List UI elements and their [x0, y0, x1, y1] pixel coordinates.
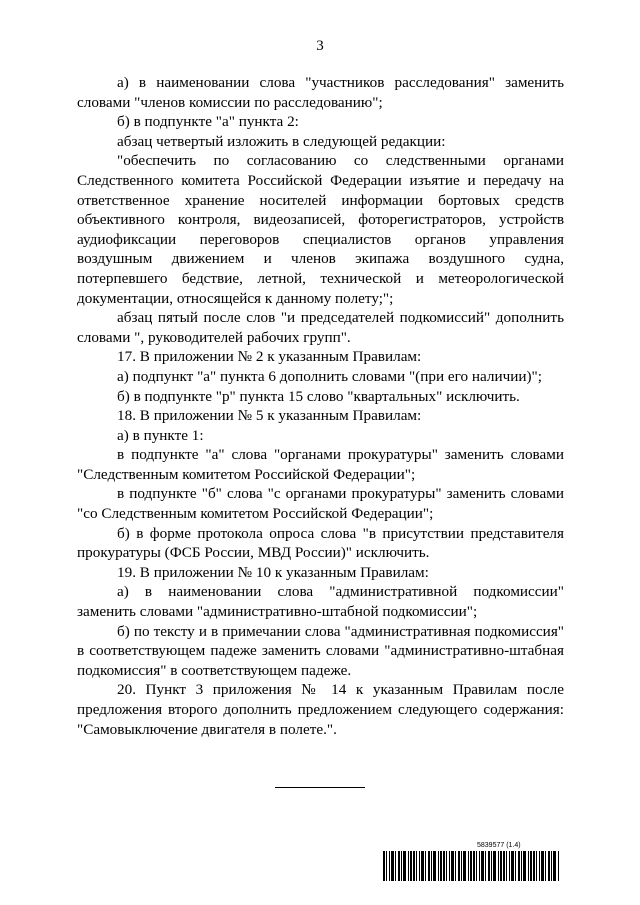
paragraph: а) в наименовании слова "административной подкомиссии" заменить словами "административно-штабной подкомиссии";	[77, 583, 564, 621]
paragraph: б) в подпункте "р" пункта 15 слово "квартальных" исключить.	[117, 387, 520, 405]
paragraph: в подпункте "б" слова "с органами прокуратуры" заменить словами "со Следственным комитетом Российской Федерации";	[77, 485, 564, 523]
paragraph: в подпункте "а" слова "органами прокуратуры" заменить словами "Следственным комитетом Российской Федерации";	[77, 446, 564, 483]
paragraph: б) в подпункте "а" пункта 2:	[117, 113, 299, 131]
paragraph: абзац пятый после слов "и председателей подкомиссий" дополнить словами ", руководителей рабочих групп".	[77, 309, 564, 346]
paragraph: 18. В приложении № 5 к указанным Правилам:	[117, 407, 422, 425]
end-separator-line	[275, 787, 365, 788]
paragraph: 20. Пункт 3 приложения № 14 к указанным Правилам после предложения второго дополнить предложением следующего содержания: "Самовыключение двигателя в полете.".	[77, 681, 564, 738]
barcode-id: 5839577 (1.4)	[477, 842, 521, 849]
document-body	[77, 73, 564, 739]
barcode-icon	[383, 851, 559, 881]
paragraph: а) в пункте 1:	[117, 426, 204, 444]
paragraph: б) по тексту и в примечании слова "административная подкомиссия" в соответствующем падеже заменить словами "административно-штабная подкомиссия" в соответствующем падеже.	[77, 622, 564, 679]
paragraph: 19. В приложении № 10 к указанным Правилам:	[117, 563, 429, 581]
paragraph: а) в наименовании слова "участников расследования" заменить словами "членов комиссии по расследованию";	[77, 74, 564, 111]
page-number: 3	[316, 38, 324, 54]
paragraph: "обеспечить по согласованию со следственными органами Следственного комитета Российской Федерации изъятие и передачу на ответственное хранение носителей информации бортовых средств объективного контроля, видеозаписей, фоторегистраторов, устройств аудиофиксации переговоров специалистов органов управления воздушным движением и членов экипажа воздушного судна, потерпевшего бедствие, летной, технической и метеорологической документации, относящейся к данному полету;";	[77, 152, 564, 307]
paragraph: а) подпункт "а" пункта 6 дополнить словами "(при его наличии)";	[117, 367, 542, 385]
paragraph: абзац четвертый изложить в следующей редакции:	[117, 132, 446, 150]
paragraph: б) в форме протокола опроса слова "в присутствии представителя прокуратуры (ФСБ России, МВД России)" исключить.	[77, 524, 564, 562]
paragraph: 17. В приложении № 2 к указанным Правилам:	[117, 348, 422, 366]
